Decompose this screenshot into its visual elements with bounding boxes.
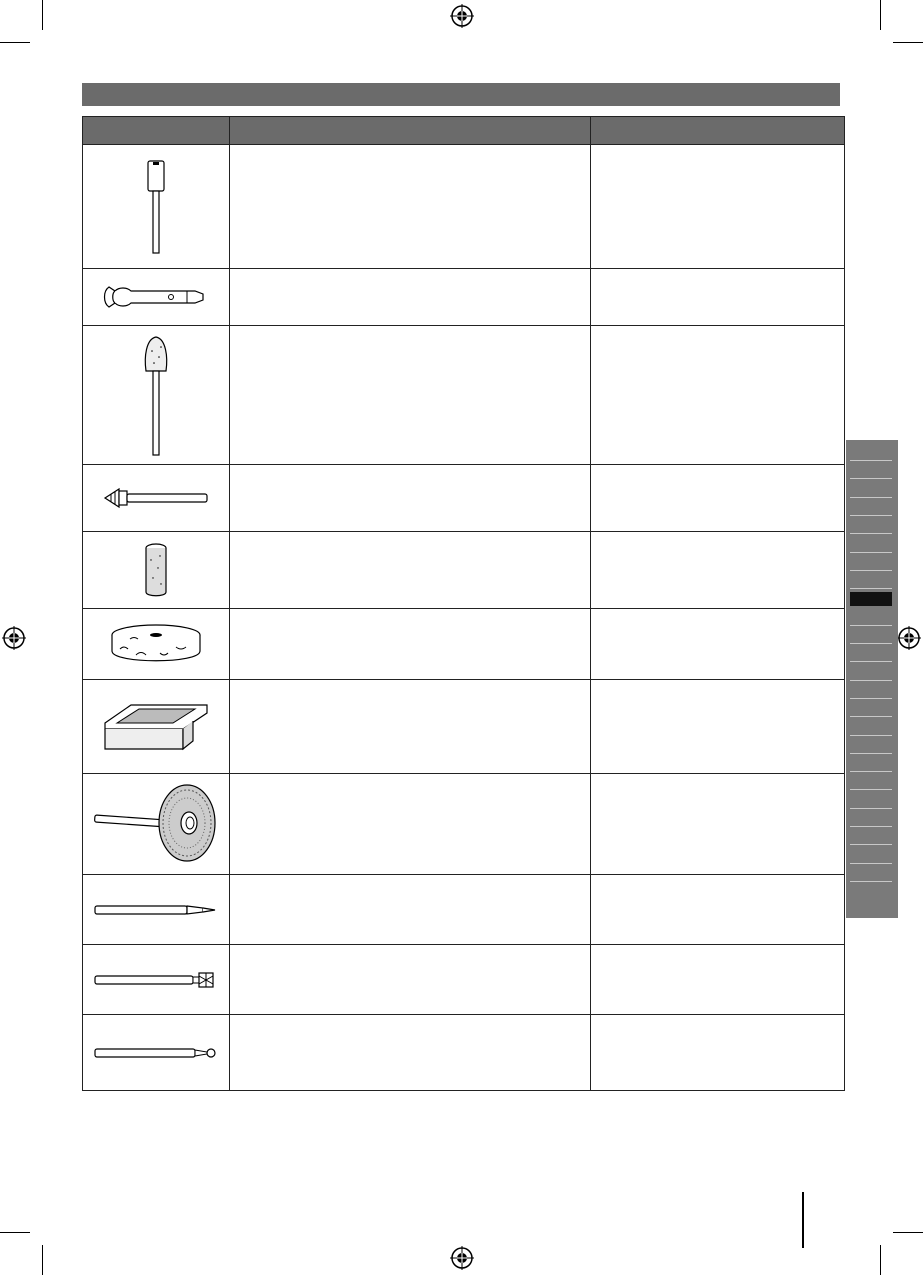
table-cell-name bbox=[230, 680, 591, 774]
table-row bbox=[83, 945, 845, 1015]
table-cell-image bbox=[83, 465, 230, 532]
table-cell-image bbox=[83, 1015, 230, 1091]
table-cell-name bbox=[230, 465, 591, 532]
table-cell-description bbox=[591, 609, 845, 680]
screw-mandrel-icon bbox=[101, 483, 211, 513]
table-cell-image bbox=[83, 145, 230, 269]
crop-mark bbox=[893, 42, 923, 43]
table-cell-image bbox=[83, 532, 230, 609]
felt-polishing-wheel-icon bbox=[106, 619, 206, 669]
felt-polishing-tip-icon bbox=[136, 333, 176, 458]
language-tab[interactable] bbox=[850, 739, 892, 754]
crop-mark bbox=[893, 1232, 923, 1233]
language-tab[interactable] bbox=[850, 519, 892, 534]
table-cell-description bbox=[591, 945, 845, 1015]
table-row bbox=[83, 1015, 845, 1091]
cutter-bit-icon bbox=[91, 968, 221, 992]
crop-mark bbox=[42, 0, 43, 30]
table-cell-name bbox=[230, 145, 591, 269]
spanner-icon bbox=[101, 277, 211, 317]
crop-mark bbox=[42, 1245, 43, 1275]
table-cell-description bbox=[591, 875, 845, 945]
language-tab[interactable] bbox=[850, 556, 892, 571]
table-cell-description bbox=[591, 465, 845, 532]
table-row bbox=[83, 680, 845, 774]
language-tab[interactable] bbox=[850, 812, 892, 827]
table-cell-name bbox=[230, 875, 591, 945]
registration-mark-icon bbox=[450, 4, 474, 28]
table-cell-description bbox=[591, 774, 845, 875]
registration-mark-icon bbox=[450, 1246, 474, 1270]
column-header-name bbox=[230, 117, 591, 145]
language-tab[interactable] bbox=[850, 446, 892, 461]
language-tab[interactable] bbox=[850, 684, 892, 699]
table-header-row bbox=[83, 117, 845, 145]
table-cell-image bbox=[83, 269, 230, 326]
table-cell-image bbox=[83, 680, 230, 774]
registration-mark-icon bbox=[897, 626, 921, 650]
language-tab[interactable] bbox=[850, 849, 892, 864]
language-tab[interactable] bbox=[850, 574, 892, 589]
language-tab[interactable] bbox=[850, 538, 892, 553]
language-tab[interactable] bbox=[850, 611, 892, 626]
table-cell-name bbox=[230, 532, 591, 609]
language-tab[interactable] bbox=[850, 666, 892, 681]
table-row bbox=[83, 465, 845, 532]
table-row bbox=[83, 326, 845, 465]
table-cell-description bbox=[591, 532, 845, 609]
table-row bbox=[83, 609, 845, 680]
column-header-description bbox=[591, 117, 845, 145]
language-tab[interactable] bbox=[850, 794, 892, 809]
sanding-sleeve-icon bbox=[136, 540, 176, 600]
table-cell-name bbox=[230, 945, 591, 1015]
table-cell-image bbox=[83, 875, 230, 945]
table-row bbox=[83, 269, 845, 326]
language-tab[interactable] bbox=[850, 830, 892, 845]
language-tab[interactable] bbox=[850, 867, 892, 882]
table-cell-image bbox=[83, 609, 230, 680]
registration-mark-icon bbox=[2, 626, 26, 650]
table-cell-name bbox=[230, 609, 591, 680]
engraving-bit-icon bbox=[91, 898, 221, 922]
language-tab[interactable] bbox=[850, 483, 892, 498]
table-cell-name bbox=[230, 774, 591, 875]
language-tab[interactable] bbox=[850, 647, 892, 662]
wire-brush-icon bbox=[91, 781, 221, 867]
table-cell-description bbox=[591, 326, 845, 465]
table-cell-description bbox=[591, 680, 845, 774]
language-tab[interactable] bbox=[850, 775, 892, 790]
table-cell-description bbox=[591, 1015, 845, 1091]
accessories-table bbox=[82, 116, 845, 1091]
table-row bbox=[83, 774, 845, 875]
table-cell-description bbox=[591, 145, 845, 269]
table-row bbox=[83, 532, 845, 609]
table-cell-description bbox=[591, 269, 845, 326]
language-tab[interactable] bbox=[850, 464, 892, 479]
crop-mark bbox=[0, 42, 30, 43]
crop-mark bbox=[880, 1245, 881, 1275]
section-heading-bar bbox=[82, 83, 840, 106]
language-tab[interactable] bbox=[850, 757, 892, 772]
page-number-rule bbox=[802, 1192, 804, 1248]
table-cell-name bbox=[230, 1015, 591, 1091]
language-tab[interactable] bbox=[850, 629, 892, 644]
column-header-image bbox=[83, 117, 230, 145]
table-cell-name bbox=[230, 269, 591, 326]
table-cell-image bbox=[83, 774, 230, 875]
language-tab[interactable] bbox=[850, 702, 892, 717]
language-tab[interactable] bbox=[850, 721, 892, 736]
language-tab[interactable] bbox=[850, 501, 892, 516]
table-cell-image bbox=[83, 945, 230, 1015]
crop-mark bbox=[880, 0, 881, 30]
table-cell-name bbox=[230, 326, 591, 465]
table-cell-image bbox=[83, 326, 230, 465]
ball-burr-icon bbox=[91, 1041, 221, 1065]
sanding-drum-icon bbox=[136, 157, 176, 257]
language-tab-stack bbox=[846, 440, 898, 918]
language-tab[interactable] bbox=[850, 592, 892, 606]
accessory-tray-icon bbox=[101, 697, 211, 757]
crop-mark bbox=[0, 1232, 30, 1233]
table-row bbox=[83, 875, 845, 945]
table-row bbox=[83, 145, 845, 269]
